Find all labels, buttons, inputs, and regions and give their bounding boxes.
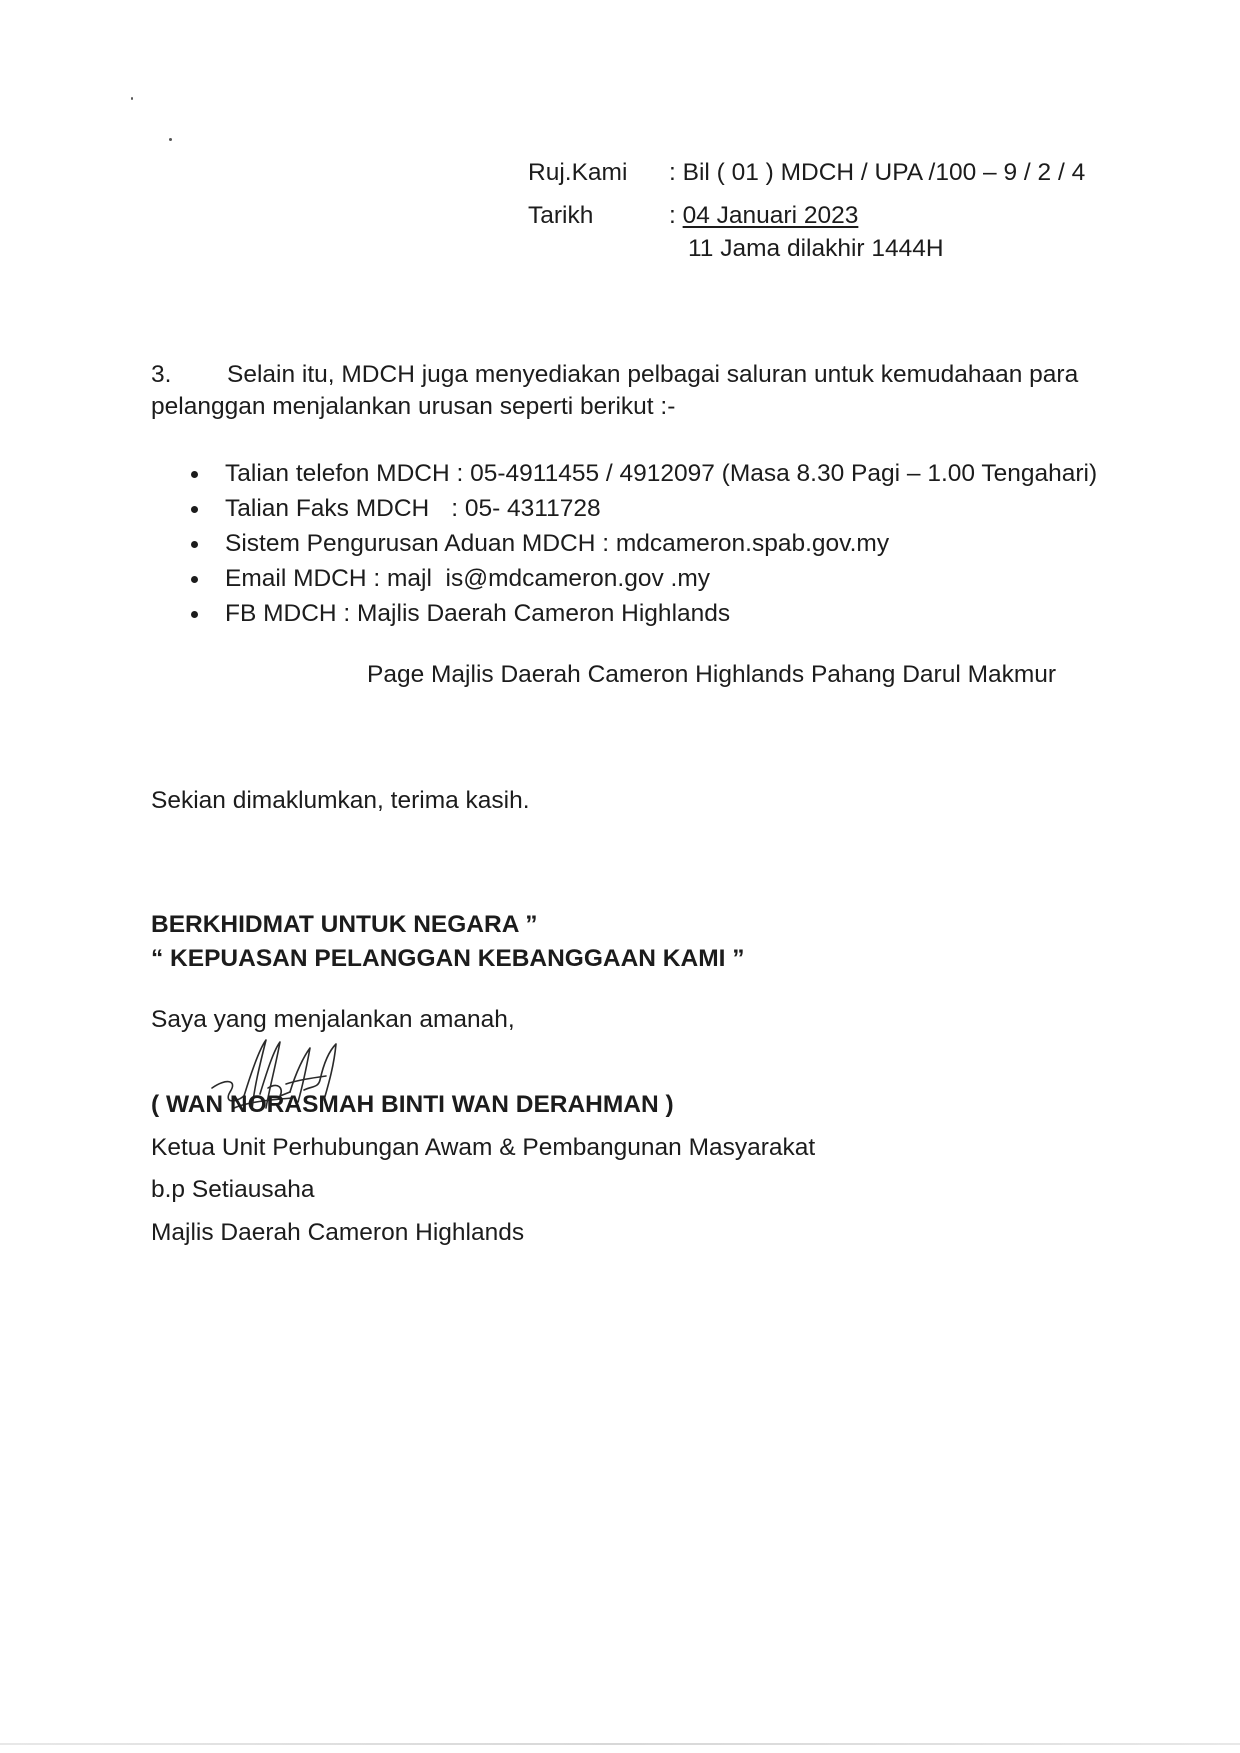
date-label: Tarikh	[528, 202, 594, 229]
scan-speck	[131, 97, 133, 100]
signatory-title: Ketua Unit Perhubungan Awam & Pembangunan Masyarakat	[151, 1134, 816, 1161]
list-item	[188, 526, 1097, 561]
paragraph-number: 3.	[151, 361, 172, 388]
signatory-name: ( WAN NORASMAH BINTI WAN DERAHMAN )	[151, 1091, 674, 1118]
hijri-date: 11 Jama dilakhir 1444H	[688, 235, 944, 262]
date-value: 04 Januari 2023	[682, 202, 859, 229]
slogan-line1: BERKHIDMAT UNTUK NEGARA ”	[151, 911, 538, 938]
paragraph-text-line2: pelanggan menjalankan urusan seperti berikut :-	[151, 393, 676, 421]
complaint-system-channel: Sistem Pengurusan Aduan MDCH : mdcameron.spab.gov.my	[225, 530, 890, 557]
channel-list	[188, 456, 1097, 631]
list-item	[188, 456, 1097, 491]
slogan-line2: “ KEPUASAN PELANGGAN KEBANGGAAN KAMI ”	[151, 945, 745, 972]
bullet-icon	[191, 611, 198, 618]
bullet-icon	[191, 541, 198, 548]
email-channel: Email MDCH : majl is@mdcameron.gov .my	[225, 565, 711, 592]
trust-line: Saya yang menjalankan amanah,	[151, 1006, 515, 1033]
list-item	[188, 491, 1097, 526]
closing-line: Sekian dimaklumkan, terima kasih.	[151, 787, 530, 814]
bullet-icon	[191, 576, 198, 583]
list-item	[188, 596, 1097, 631]
date-field	[669, 201, 858, 230]
facebook-channel: FB MDCH : Majlis Daerah Cameron Highlands	[225, 600, 731, 627]
bullet-icon	[191, 506, 198, 513]
reference-number: : Bil ( 01 ) MDCH / UPA /100 – 9 / 2 / 4	[669, 159, 1086, 186]
paragraph-3	[151, 360, 1111, 422]
scan-edge-line	[0, 1743, 1240, 1745]
paragraph-text-line1: Selain itu, MDCH juga menyediakan pelbagai saluran untuk kemudahaan para	[227, 361, 1079, 388]
fax-channel-label: Talian Faks MDCH	[225, 495, 430, 522]
fax-channel-value: : 05- 4311728	[451, 495, 601, 522]
on-behalf-line: b.p Setiausaha	[151, 1176, 315, 1203]
scan-speck	[169, 138, 172, 141]
organization-line: Majlis Daerah Cameron Highlands	[151, 1219, 525, 1246]
date-colon: :	[669, 202, 683, 229]
phone-channel: Talian telefon MDCH : 05-4911455 / 4912097 (Masa 8.30 Pagi – 1.00 Tengahari)	[225, 460, 1098, 487]
facebook-channel-continuation: Page Majlis Daerah Cameron Highlands Pahang Darul Makmur	[367, 661, 1057, 688]
reference-label: Ruj.Kami	[528, 159, 628, 186]
list-item	[188, 561, 1097, 596]
bullet-icon	[191, 471, 198, 478]
